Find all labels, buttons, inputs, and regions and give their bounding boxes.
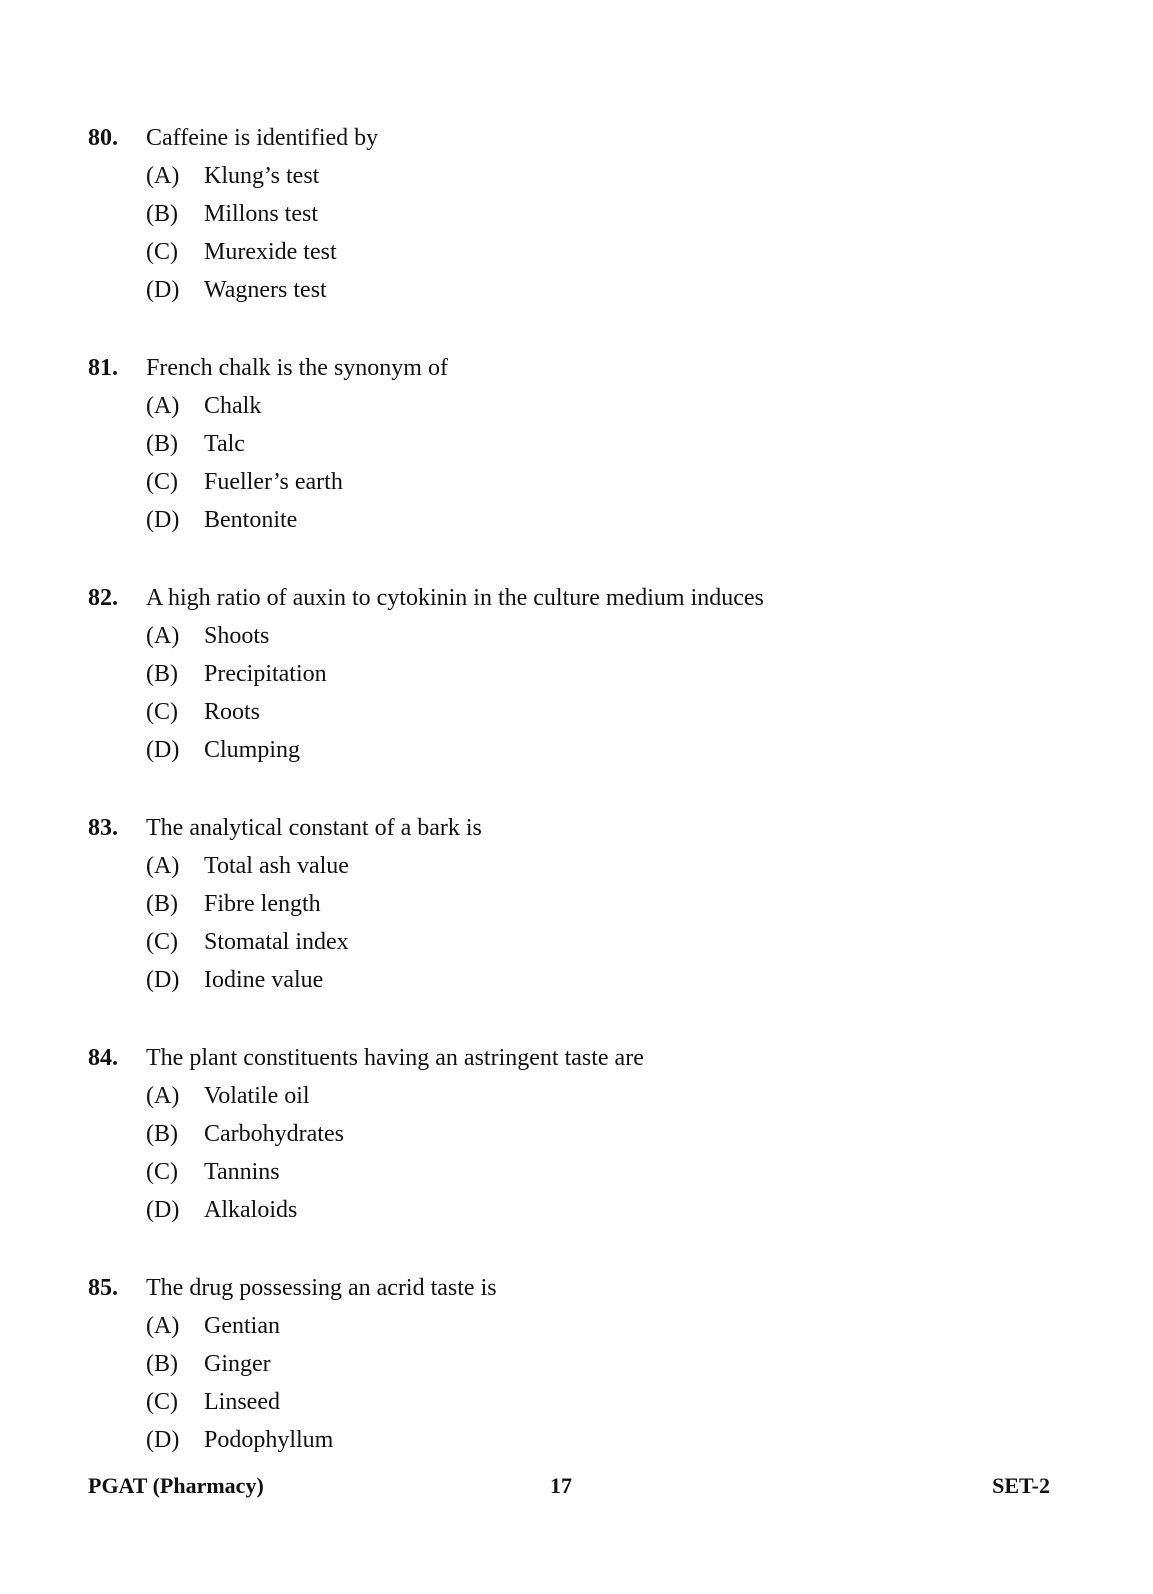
option-letter: (C) <box>146 1159 178 1185</box>
question-text: French chalk is the synonym of <box>146 355 448 381</box>
option-text: Fibre length <box>204 891 321 917</box>
question-81 <box>88 349 1088 579</box>
option-b <box>88 1345 1088 1383</box>
question-number: 80. <box>88 125 118 151</box>
option-a <box>88 1307 1088 1345</box>
option-d <box>88 1421 1088 1459</box>
option-text: Alkaloids <box>204 1197 298 1223</box>
option-letter: (A) <box>146 853 180 879</box>
option-letter: (A) <box>146 1313 180 1339</box>
option-text: Klung’s test <box>204 163 320 189</box>
question-number: 81. <box>88 355 118 381</box>
option-c <box>88 923 1088 961</box>
option-letter: (B) <box>146 431 178 457</box>
option-d <box>88 731 1088 769</box>
page-footer <box>88 1470 1050 1502</box>
option-text: Bentonite <box>204 507 298 533</box>
option-a <box>88 617 1088 655</box>
option-letter: (C) <box>146 699 178 725</box>
option-letter: (A) <box>146 623 180 649</box>
question-number: 83. <box>88 815 118 841</box>
option-text: Millons test <box>204 201 319 227</box>
option-text: Volatile oil <box>204 1083 310 1109</box>
option-c <box>88 1383 1088 1421</box>
option-text: Carbohydrates <box>204 1121 344 1147</box>
question-text: The drug possessing an acrid taste is <box>146 1275 497 1301</box>
option-letter: (D) <box>146 967 180 993</box>
option-letter: (B) <box>146 1351 178 1377</box>
option-text: Tannins <box>204 1159 280 1185</box>
option-b <box>88 425 1088 463</box>
set-label: SET-2 <box>992 1473 1050 1498</box>
question-number: 82. <box>88 585 118 611</box>
option-letter: (A) <box>146 1083 180 1109</box>
option-b <box>88 885 1088 923</box>
question-stem <box>88 1039 1088 1077</box>
option-text: Chalk <box>204 393 262 419</box>
question-85 <box>88 1269 1088 1499</box>
option-text: Total ash value <box>204 853 349 879</box>
option-d <box>88 501 1088 539</box>
question-80 <box>88 119 1088 349</box>
page-number: 17 <box>550 1473 572 1498</box>
question-text: A high ratio of auxin to cytokinin in the culture medium induces <box>146 585 764 611</box>
option-letter: (B) <box>146 201 178 227</box>
question-text: Caffeine is identified by <box>146 125 379 151</box>
question-stem <box>88 119 1088 157</box>
option-letter: (C) <box>146 469 178 495</box>
option-letter: (B) <box>146 1121 178 1147</box>
option-c <box>88 463 1088 501</box>
option-text: Murexide test <box>204 239 337 265</box>
option-text: Linseed <box>204 1389 280 1415</box>
question-stem <box>88 1269 1088 1307</box>
option-letter: (A) <box>146 393 180 419</box>
option-text: Wagners test <box>204 277 327 303</box>
option-a <box>88 847 1088 885</box>
option-letter: (B) <box>146 891 178 917</box>
question-stem <box>88 809 1088 847</box>
exam-title: PGAT (Pharmacy) <box>88 1473 264 1498</box>
option-text: Precipitation <box>204 661 327 687</box>
question-83 <box>88 809 1088 1039</box>
option-b <box>88 195 1088 233</box>
option-letter: (A) <box>146 163 180 189</box>
option-text: Gentian <box>204 1313 280 1339</box>
question-number: 84. <box>88 1045 118 1071</box>
option-c <box>88 693 1088 731</box>
option-text: Clumping <box>204 737 301 763</box>
option-text: Iodine value <box>204 967 324 993</box>
option-letter: (D) <box>146 507 180 533</box>
option-letter: (B) <box>146 661 178 687</box>
question-stem <box>88 579 1088 617</box>
option-letter: (D) <box>146 277 180 303</box>
option-b <box>88 1115 1088 1153</box>
option-letter: (C) <box>146 1389 178 1415</box>
option-a <box>88 387 1088 425</box>
option-text: Stomatal index <box>204 929 349 955</box>
option-d <box>88 271 1088 309</box>
question-text: The analytical constant of a bark is <box>146 815 482 841</box>
option-letter: (C) <box>146 929 178 955</box>
option-c <box>88 233 1088 271</box>
option-text: Ginger <box>204 1351 271 1377</box>
question-84 <box>88 1039 1088 1269</box>
question-text: The plant constituents having an astringent taste are <box>146 1045 644 1071</box>
question-list <box>88 119 1088 1499</box>
option-b <box>88 655 1088 693</box>
question-stem <box>88 349 1088 387</box>
option-text: Fueller’s earth <box>204 469 343 495</box>
question-82 <box>88 579 1088 809</box>
option-letter: (D) <box>146 1427 180 1453</box>
option-c <box>88 1153 1088 1191</box>
option-text: Podophyllum <box>204 1427 334 1453</box>
option-d <box>88 1191 1088 1229</box>
option-letter: (D) <box>146 737 180 763</box>
option-letter: (D) <box>146 1197 180 1223</box>
option-text: Roots <box>204 699 261 725</box>
question-number: 85. <box>88 1275 118 1301</box>
option-a <box>88 157 1088 195</box>
option-d <box>88 961 1088 999</box>
option-text: Talc <box>204 431 245 457</box>
option-text: Shoots <box>204 623 270 649</box>
option-letter: (C) <box>146 239 178 265</box>
option-a <box>88 1077 1088 1115</box>
